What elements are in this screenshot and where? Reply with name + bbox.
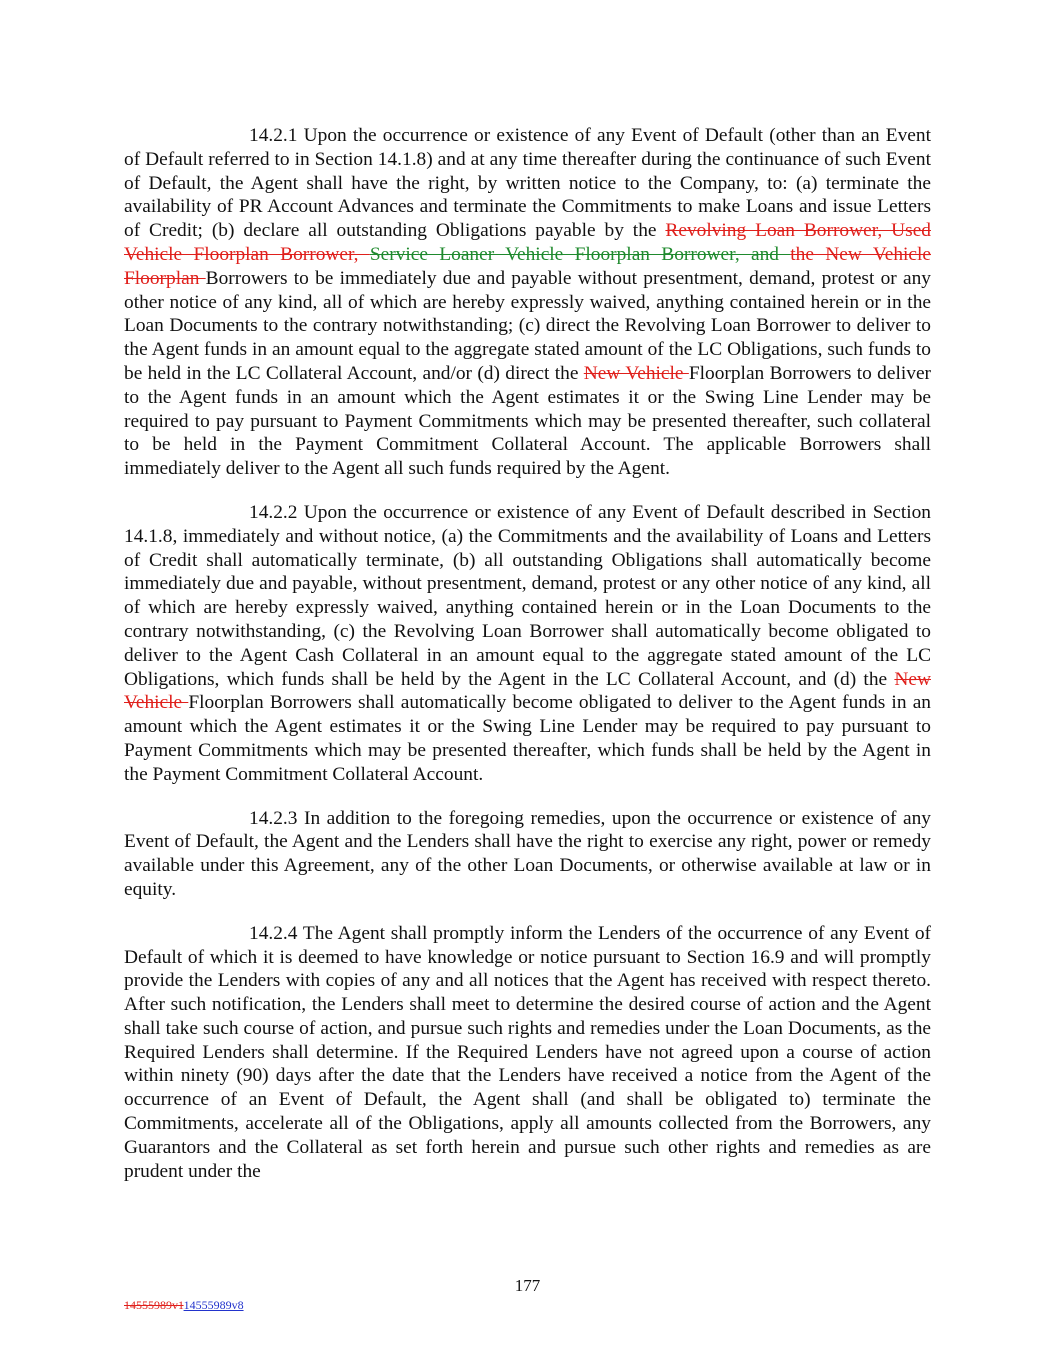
deleted-text: the New Vehicle Floorplan	[124, 243, 931, 289]
section-14-2-3	[124, 807, 931, 902]
deleted-text: Service Loaner Vehicle Floorplan Borrower, and	[369, 243, 791, 265]
deleted-text: Revolving Loan Borrower, Used Vehicle Floorplan Borrower,	[124, 220, 931, 265]
text-run: 14.2.4 The Agent shall promptly inform the Lenders of the occurrence of any Event of Default of which it is deemed to have knowledge or notice pursuant to Section 16.9 and will promptly provide the Lenders with copies of any and all notices that the Agent has received with respect thereto. After such notification, the Lenders shall meet to determine the desired course of action and the Agent shall take such course of action, and pursue such rights and remedies under the Loan Documents, as the Required Lenders shall determine. If the Required Lenders have not agreed upon a course of action within ninety (90) days after the date that the Lenders have received a notice from the Agent of the occurrence of an Event of Default, the Agent shall (and shall be obligated to) terminate the Commitments, accelerate all of the Obligations, apply all amounts collected from the Borrowers, any Guarantors and the Collateral as set forth herein and pursue such other rights and remedies as are prudent under the	[124, 922, 931, 1182]
document-id-new: 14555989v8	[183, 1298, 244, 1312]
text-run: Floorplan Borrowers to deliver to the Agent funds in an amount which the Agent estimates it or the Swing Line Lender may be required to pay pursuant to Payment Commitments which may be presented thereafter, such collateral to be held in the Payment Commitment Collateral Account. The applicable Borrowers shall immediately deliver to the Agent all such funds required by the Agent.	[124, 362, 932, 480]
text-run: 14.2.3 In addition to the foregoing remedies, upon the occurrence or existence of any Event of Default, the Agent and the Lenders shall have the right to exercise any right, power or remedy available under this Agreement, any of the other Loan Documents, or otherwise available at law or in equity.	[124, 807, 931, 900]
text-run: Borrowers to be immediately due and payable without presentment, demand, protest or any other notice of any kind, all of which are hereby expressly waived, anything contained herein or in the Loan Documents to the contrary notwithstanding; (c) direct the Revolving Loan Borrower to deliver to the Agent funds in an amount equal to the aggregate stated amount of the LC Obligations, such funds to be held in the LC Collateral Account, and/or (d) direct the	[124, 267, 931, 384]
section-14-2-4	[124, 922, 931, 1184]
text-run: 14.2.2 Upon the occurrence or existence of any Event of Default described in Section 14.1.8, immediately and without notice, (a) the Commitments and the availability of Loans and Letters of Credit shall automatically terminate, (b) all outstanding Obligations shall automatically become immediately due and payable, without presentment, demand, protest or any other notice of any kind, all of which are hereby expressly waived, anything contained herein or in the Loan Documents to the contrary notwithstanding, (c) the Revolving Loan Borrower shall automatically become obligated to deliver to the Agent Cash Collateral in an amount equal to the aggregate stated amount of the LC Obligations, which funds shall be held by the Agent in the LC Collateral Account, and (d) the	[124, 501, 931, 690]
document-id	[124, 1298, 244, 1313]
document-id-old: 14555989v1	[124, 1298, 184, 1312]
section-14-2-1	[124, 124, 931, 481]
text-run: 14.2.1 Upon the occurrence or existence of any Event of Default (other than an Event of Default referred to in Section 14.1.8) and at any time thereafter during the continuance of such Event of Default, the Agent shall have the right, by written notice to the Company, to: (a) terminate the availability of PR Account Advances and terminate the Commitments to make Loans and issue Letters of Credit; (b) declare all outstanding Obligations payable by the	[124, 125, 931, 242]
deleted-text: New Vehicle	[124, 668, 931, 714]
document-page	[124, 124, 931, 1183]
section-14-2-2	[124, 501, 931, 787]
text-run: Floorplan Borrowers shall automatically become obligated to deliver to the Agent funds in an amount which the Agent estimates it or the Swing Line Lender may be required to pay pursuant to Payment Commitments which may be presented thereafter, which funds shall be held by the Agent in the Payment Commitment Collateral Account.	[124, 692, 931, 785]
page-number: 177	[514, 1276, 541, 1295]
deleted-text: New Vehicle	[583, 362, 689, 384]
